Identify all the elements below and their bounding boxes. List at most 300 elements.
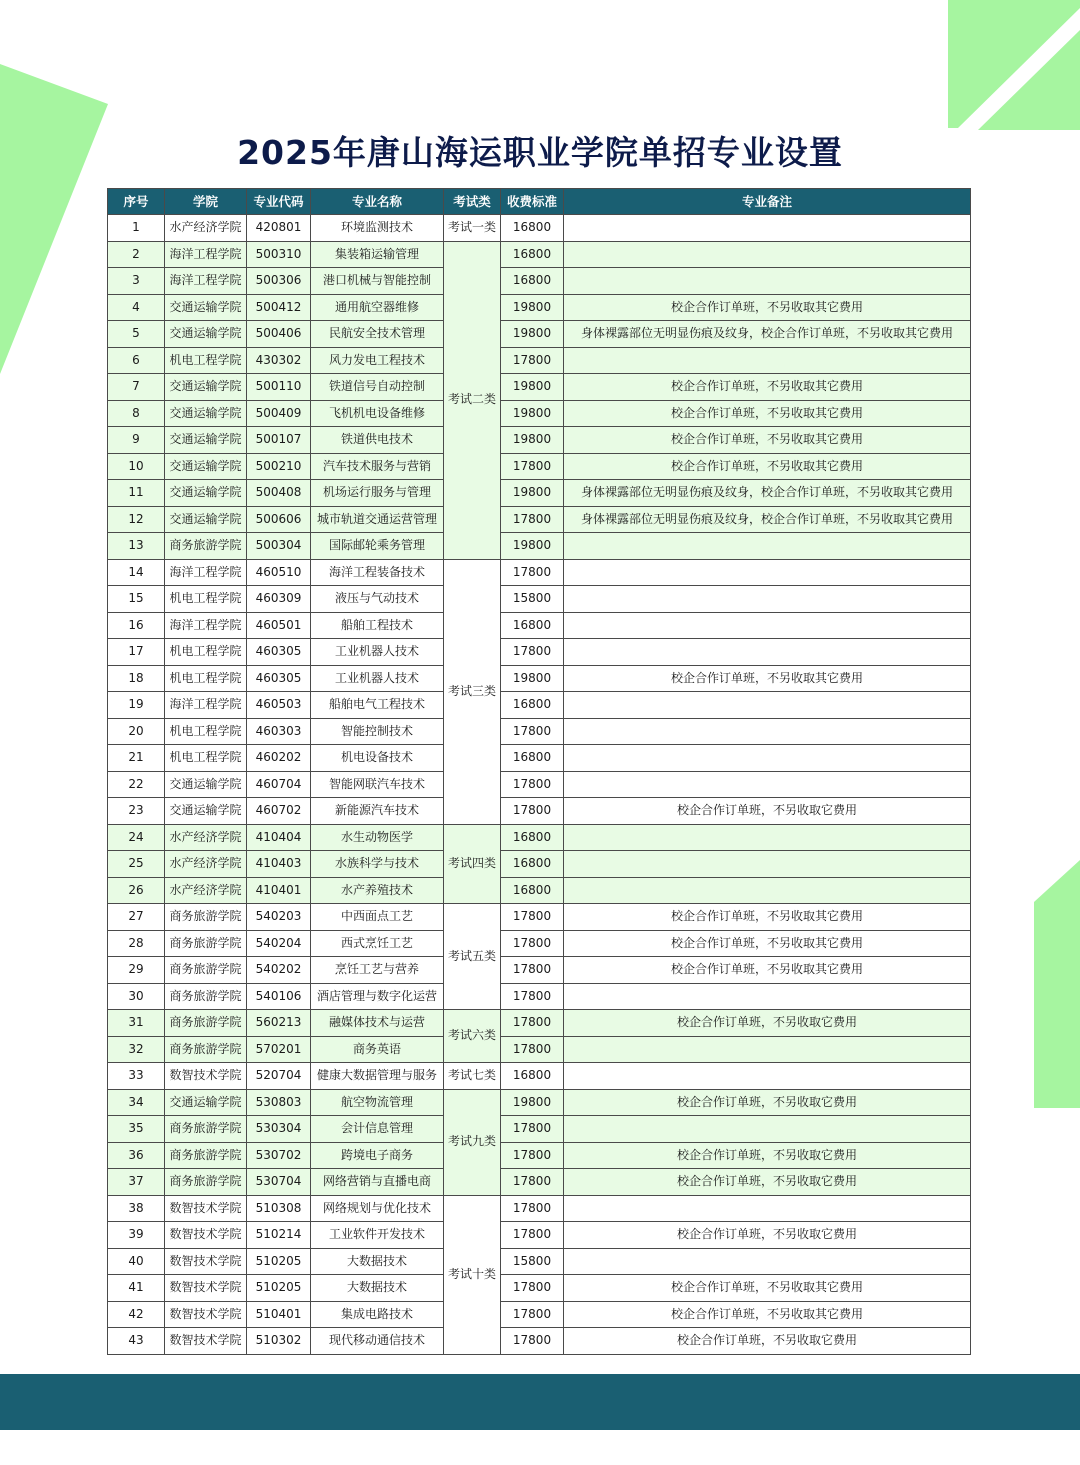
cell-major: 商务英语 — [311, 1036, 444, 1063]
table-row — [108, 718, 971, 745]
cell-major: 网络营销与直播电商 — [311, 1169, 444, 1196]
cell-exam-group: 考试七类 — [444, 1063, 501, 1090]
cell-college: 交通运输学院 — [165, 321, 247, 348]
table-row — [108, 798, 971, 825]
cell-major: 通用航空器维修 — [311, 294, 444, 321]
table-row — [108, 851, 971, 878]
cell-college: 交通运输学院 — [165, 400, 247, 427]
cell-code: 500412 — [247, 294, 311, 321]
cell-major: 航空物流管理 — [311, 1089, 444, 1116]
table-row — [108, 453, 971, 480]
cell-code: 560213 — [247, 1010, 311, 1037]
table-body — [108, 215, 971, 1355]
cell-no: 13 — [108, 533, 165, 560]
cell-no: 16 — [108, 612, 165, 639]
cell-major: 铁道供电技术 — [311, 427, 444, 454]
cell-fee: 19800 — [501, 533, 564, 560]
table-row — [108, 1301, 971, 1328]
cell-note — [564, 347, 971, 374]
cell-college: 交通运输学院 — [165, 1089, 247, 1116]
cell-fee: 19800 — [501, 427, 564, 454]
table-row — [108, 559, 971, 586]
cell-note: 身体裸露部位无明显伤痕及纹身，校企合作订单班，不另收取其它费用 — [564, 480, 971, 507]
table-row — [108, 1275, 971, 1302]
cell-no: 32 — [108, 1036, 165, 1063]
cell-no: 35 — [108, 1116, 165, 1143]
table-row — [108, 930, 971, 957]
cell-code: 460510 — [247, 559, 311, 586]
cell-note — [564, 745, 971, 772]
cell-no: 17 — [108, 639, 165, 666]
cell-note: 校企合作订单班，不另收取它费用 — [564, 1010, 971, 1037]
cell-college: 数智技术学院 — [165, 1063, 247, 1090]
cell-fee: 17800 — [501, 559, 564, 586]
cell-note: 校企合作订单班，不另收取其它费用 — [564, 665, 971, 692]
cell-code: 410401 — [247, 877, 311, 904]
cell-college: 商务旅游学院 — [165, 533, 247, 560]
cell-note — [564, 771, 971, 798]
table-row — [108, 771, 971, 798]
cell-major: 酒店管理与数字化运营 — [311, 983, 444, 1010]
cell-note — [564, 559, 971, 586]
cell-note: 校企合作订单班，不另收取其它费用 — [564, 294, 971, 321]
cell-college: 交通运输学院 — [165, 374, 247, 401]
decor-right — [1030, 860, 1080, 1110]
table-row — [108, 374, 971, 401]
cell-major: 健康大数据管理与服务 — [311, 1063, 444, 1090]
cell-major: 民航安全技术管理 — [311, 321, 444, 348]
cell-major: 工业机器人技术 — [311, 665, 444, 692]
cell-major: 新能源汽车技术 — [311, 798, 444, 825]
cell-no: 31 — [108, 1010, 165, 1037]
cell-no: 8 — [108, 400, 165, 427]
cell-note: 校企合作订单班，不另收取它费用 — [564, 1222, 971, 1249]
cell-college: 海洋工程学院 — [165, 268, 247, 295]
cell-note — [564, 241, 971, 268]
cell-exam-group: 考试六类 — [444, 1010, 501, 1063]
cell-code: 530704 — [247, 1169, 311, 1196]
cell-exam-group: 考试四类 — [444, 824, 501, 904]
cell-code: 530803 — [247, 1089, 311, 1116]
cell-no: 34 — [108, 1089, 165, 1116]
majors-table — [107, 188, 971, 1355]
table-row — [108, 215, 971, 242]
cell-major: 城市轨道交通运营管理 — [311, 506, 444, 533]
table-row — [108, 824, 971, 851]
cell-fee: 17800 — [501, 930, 564, 957]
cell-college: 水产经济学院 — [165, 215, 247, 242]
cell-exam-group: 考试一类 — [444, 215, 501, 242]
cell-note: 校企合作订单班，不另收取其它费用 — [564, 374, 971, 401]
cell-major: 水族科学与技术 — [311, 851, 444, 878]
cell-no: 27 — [108, 904, 165, 931]
table-row — [108, 1063, 971, 1090]
cell-no: 36 — [108, 1142, 165, 1169]
cell-major: 大数据技术 — [311, 1248, 444, 1275]
table-row — [108, 427, 971, 454]
table-row — [108, 612, 971, 639]
table-row — [108, 586, 971, 613]
cell-fee: 17800 — [501, 904, 564, 931]
cell-code: 540202 — [247, 957, 311, 984]
cell-fee: 17800 — [501, 1275, 564, 1302]
table-row — [108, 1248, 971, 1275]
cell-code: 500306 — [247, 268, 311, 295]
table-row — [108, 400, 971, 427]
cell-college: 商务旅游学院 — [165, 930, 247, 957]
cell-major: 机场运行服务与管理 — [311, 480, 444, 507]
cell-college: 商务旅游学院 — [165, 957, 247, 984]
cell-code: 530702 — [247, 1142, 311, 1169]
cell-major: 智能控制技术 — [311, 718, 444, 745]
cell-no: 37 — [108, 1169, 165, 1196]
cell-fee: 16800 — [501, 215, 564, 242]
cell-major: 集成电路技术 — [311, 1301, 444, 1328]
cell-code: 420801 — [247, 215, 311, 242]
footer-bar — [0, 1374, 1080, 1430]
cell-code: 500408 — [247, 480, 311, 507]
table-row — [108, 692, 971, 719]
cell-college: 机电工程学院 — [165, 665, 247, 692]
cell-fee: 15800 — [501, 1248, 564, 1275]
cell-major: 船舶电气工程技术 — [311, 692, 444, 719]
cell-note — [564, 533, 971, 560]
cell-major: 机电设备技术 — [311, 745, 444, 772]
header-fee: 收费标准 — [501, 189, 564, 215]
table-header-row — [108, 189, 971, 215]
cell-note: 校企合作订单班，不另收取它费用 — [564, 1089, 971, 1116]
cell-college: 水产经济学院 — [165, 851, 247, 878]
cell-fee: 19800 — [501, 1089, 564, 1116]
cell-code: 460305 — [247, 639, 311, 666]
table-row — [108, 1169, 971, 1196]
cell-code: 540106 — [247, 983, 311, 1010]
cell-college: 机电工程学院 — [165, 586, 247, 613]
cell-no: 7 — [108, 374, 165, 401]
cell-fee: 19800 — [501, 321, 564, 348]
cell-major: 现代移动通信技术 — [311, 1328, 444, 1355]
cell-college: 数智技术学院 — [165, 1248, 247, 1275]
cell-note: 校企合作订单班，不另收取其它费用 — [564, 427, 971, 454]
cell-no: 33 — [108, 1063, 165, 1090]
cell-major: 风力发电工程技术 — [311, 347, 444, 374]
cell-fee: 16800 — [501, 692, 564, 719]
cell-code: 410403 — [247, 851, 311, 878]
cell-code: 460309 — [247, 586, 311, 613]
cell-code: 540203 — [247, 904, 311, 931]
cell-code: 570201 — [247, 1036, 311, 1063]
cell-code: 510205 — [247, 1248, 311, 1275]
cell-college: 交通运输学院 — [165, 771, 247, 798]
header-no: 序号 — [108, 189, 165, 215]
cell-fee: 17800 — [501, 347, 564, 374]
table-row — [108, 1195, 971, 1222]
cell-major: 工业机器人技术 — [311, 639, 444, 666]
cell-note — [564, 612, 971, 639]
table-row — [108, 506, 971, 533]
cell-college: 海洋工程学院 — [165, 612, 247, 639]
cell-code: 500107 — [247, 427, 311, 454]
cell-code: 430302 — [247, 347, 311, 374]
cell-no: 11 — [108, 480, 165, 507]
cell-note — [564, 268, 971, 295]
cell-major: 跨境电子商务 — [311, 1142, 444, 1169]
table-row — [108, 665, 971, 692]
cell-fee: 17800 — [501, 1222, 564, 1249]
table-row — [108, 1142, 971, 1169]
cell-fee: 19800 — [501, 374, 564, 401]
cell-note — [564, 1116, 971, 1143]
cell-note — [564, 877, 971, 904]
cell-code: 520704 — [247, 1063, 311, 1090]
cell-note: 校企合作订单班，不另收取其它费用 — [564, 904, 971, 931]
cell-college: 商务旅游学院 — [165, 1036, 247, 1063]
cell-code: 500310 — [247, 241, 311, 268]
cell-college: 交通运输学院 — [165, 453, 247, 480]
table-row — [108, 904, 971, 931]
cell-no: 9 — [108, 427, 165, 454]
cell-fee: 17800 — [501, 1169, 564, 1196]
cell-fee: 15800 — [501, 586, 564, 613]
cell-college: 数智技术学院 — [165, 1301, 247, 1328]
cell-code: 500110 — [247, 374, 311, 401]
cell-college: 交通运输学院 — [165, 480, 247, 507]
cell-fee: 16800 — [501, 851, 564, 878]
cell-no: 39 — [108, 1222, 165, 1249]
cell-code: 460503 — [247, 692, 311, 719]
cell-college: 商务旅游学院 — [165, 1142, 247, 1169]
cell-fee: 16800 — [501, 1063, 564, 1090]
cell-major: 飞机机电设备维修 — [311, 400, 444, 427]
cell-no: 38 — [108, 1195, 165, 1222]
cell-no: 25 — [108, 851, 165, 878]
cell-major: 汽车技术服务与营销 — [311, 453, 444, 480]
header-code: 专业代码 — [247, 189, 311, 215]
cell-fee: 16800 — [501, 745, 564, 772]
table-row — [108, 1116, 971, 1143]
cell-note: 校企合作订单班，不另收取它费用 — [564, 1142, 971, 1169]
cell-fee: 17800 — [501, 453, 564, 480]
cell-college: 水产经济学院 — [165, 877, 247, 904]
cell-no: 29 — [108, 957, 165, 984]
cell-note — [564, 824, 971, 851]
table-row — [108, 639, 971, 666]
header-major: 专业名称 — [311, 189, 444, 215]
cell-code: 500304 — [247, 533, 311, 560]
cell-college: 商务旅游学院 — [165, 904, 247, 931]
cell-college: 海洋工程学院 — [165, 559, 247, 586]
cell-no: 42 — [108, 1301, 165, 1328]
table-row — [108, 1222, 971, 1249]
cell-college: 水产经济学院 — [165, 824, 247, 851]
cell-note: 校企合作订单班，不另收取其它费用 — [564, 1275, 971, 1302]
cell-fee: 19800 — [501, 480, 564, 507]
cell-no: 30 — [108, 983, 165, 1010]
table-row — [108, 347, 971, 374]
table-row — [108, 983, 971, 1010]
cell-note: 校企合作订单班，不另收取其它费用 — [564, 930, 971, 957]
table-row — [108, 480, 971, 507]
cell-college: 商务旅游学院 — [165, 1116, 247, 1143]
cell-fee: 17800 — [501, 983, 564, 1010]
cell-code: 510401 — [247, 1301, 311, 1328]
cell-major: 港口机械与智能控制 — [311, 268, 444, 295]
cell-note — [564, 983, 971, 1010]
cell-major: 铁道信号自动控制 — [311, 374, 444, 401]
cell-note: 校企合作订单班，不另收取其它费用 — [564, 957, 971, 984]
cell-fee: 19800 — [501, 665, 564, 692]
cell-fee: 19800 — [501, 400, 564, 427]
table-row — [108, 1328, 971, 1355]
cell-fee: 19800 — [501, 294, 564, 321]
cell-fee: 16800 — [501, 268, 564, 295]
cell-major: 水产养殖技术 — [311, 877, 444, 904]
cell-note — [564, 1063, 971, 1090]
cell-note: 校企合作订单班，不另收取它费用 — [564, 1169, 971, 1196]
table-row — [108, 877, 971, 904]
cell-no: 15 — [108, 586, 165, 613]
cell-no: 23 — [108, 798, 165, 825]
cell-fee: 17800 — [501, 1328, 564, 1355]
cell-college: 数智技术学院 — [165, 1275, 247, 1302]
cell-fee: 17800 — [501, 1010, 564, 1037]
cell-fee: 17800 — [501, 718, 564, 745]
cell-code: 530304 — [247, 1116, 311, 1143]
cell-no: 22 — [108, 771, 165, 798]
cell-no: 4 — [108, 294, 165, 321]
cell-no: 21 — [108, 745, 165, 772]
cell-college: 交通运输学院 — [165, 427, 247, 454]
cell-college: 交通运输学院 — [165, 294, 247, 321]
cell-no: 10 — [108, 453, 165, 480]
cell-college: 商务旅游学院 — [165, 983, 247, 1010]
cell-code: 460305 — [247, 665, 311, 692]
cell-code: 460202 — [247, 745, 311, 772]
cell-major: 集装箱运输管理 — [311, 241, 444, 268]
cell-major: 会计信息管理 — [311, 1116, 444, 1143]
cell-major: 网络规划与优化技术 — [311, 1195, 444, 1222]
cell-exam-group: 考试三类 — [444, 559, 501, 824]
cell-fee: 17800 — [501, 506, 564, 533]
cell-code: 410404 — [247, 824, 311, 851]
cell-no: 6 — [108, 347, 165, 374]
cell-no: 19 — [108, 692, 165, 719]
cell-code: 540204 — [247, 930, 311, 957]
cell-code: 510308 — [247, 1195, 311, 1222]
cell-code: 460702 — [247, 798, 311, 825]
cell-college: 商务旅游学院 — [165, 1169, 247, 1196]
cell-note: 校企合作订单班，不另收取其它费用 — [564, 453, 971, 480]
cell-fee: 16800 — [501, 241, 564, 268]
cell-college: 机电工程学院 — [165, 745, 247, 772]
page-title: 2025年唐山海运职业学院单招专业设置 — [237, 133, 843, 172]
cell-code: 460501 — [247, 612, 311, 639]
decor-left — [0, 64, 110, 380]
cell-fee: 16800 — [501, 877, 564, 904]
cell-exam-group: 考试五类 — [444, 904, 501, 1010]
cell-fee: 17800 — [501, 798, 564, 825]
cell-fee: 17800 — [501, 1036, 564, 1063]
cell-college: 海洋工程学院 — [165, 692, 247, 719]
cell-code: 460704 — [247, 771, 311, 798]
cell-major: 国际邮轮乘务管理 — [311, 533, 444, 560]
cell-note: 校企合作订单班，不另收取它费用 — [564, 1328, 971, 1355]
cell-fee: 17800 — [501, 771, 564, 798]
cell-note — [564, 718, 971, 745]
cell-no: 28 — [108, 930, 165, 957]
table-row — [108, 1089, 971, 1116]
cell-major: 水生动物医学 — [311, 824, 444, 851]
cell-code: 460303 — [247, 718, 311, 745]
header-note: 专业备注 — [564, 189, 971, 215]
cell-no: 43 — [108, 1328, 165, 1355]
cell-no: 3 — [108, 268, 165, 295]
cell-major: 融媒体技术与运营 — [311, 1010, 444, 1037]
table-row — [108, 1036, 971, 1063]
cell-fee: 17800 — [501, 639, 564, 666]
cell-note: 校企合作订单班，不另收取其它费用 — [564, 1301, 971, 1328]
cell-major: 船舶工程技术 — [311, 612, 444, 639]
cell-note — [564, 1248, 971, 1275]
table-row — [108, 745, 971, 772]
cell-fee: 17800 — [501, 1195, 564, 1222]
cell-code: 500409 — [247, 400, 311, 427]
table-row — [108, 294, 971, 321]
cell-code: 500406 — [247, 321, 311, 348]
cell-major: 液压与气动技术 — [311, 586, 444, 613]
cell-exam-group: 考试十类 — [444, 1195, 501, 1354]
cell-note — [564, 586, 971, 613]
cell-fee: 17800 — [501, 1116, 564, 1143]
table-row — [108, 957, 971, 984]
table-row — [108, 268, 971, 295]
cell-code: 500606 — [247, 506, 311, 533]
table-row — [108, 241, 971, 268]
cell-exam-group: 考试二类 — [444, 241, 501, 559]
cell-college: 数智技术学院 — [165, 1195, 247, 1222]
table-row — [108, 1010, 971, 1037]
cell-no: 2 — [108, 241, 165, 268]
cell-note: 校企合作订单班，不另收取它费用 — [564, 798, 971, 825]
cell-college: 机电工程学院 — [165, 639, 247, 666]
cell-code: 500210 — [247, 453, 311, 480]
cell-note: 身体裸露部位无明显伤痕及纹身，校企合作订单班，不另收取其它费用 — [564, 321, 971, 348]
cell-fee: 17800 — [501, 1142, 564, 1169]
cell-no: 14 — [108, 559, 165, 586]
cell-college: 机电工程学院 — [165, 347, 247, 374]
cell-code: 510214 — [247, 1222, 311, 1249]
cell-fee: 17800 — [501, 957, 564, 984]
cell-note — [564, 639, 971, 666]
cell-code: 510205 — [247, 1275, 311, 1302]
cell-exam-group: 考试九类 — [444, 1089, 501, 1195]
header-college: 学院 — [165, 189, 247, 215]
cell-college: 数智技术学院 — [165, 1328, 247, 1355]
cell-major: 智能网联汽车技术 — [311, 771, 444, 798]
cell-code: 510302 — [247, 1328, 311, 1355]
cell-note — [564, 692, 971, 719]
cell-no: 5 — [108, 321, 165, 348]
cell-college: 海洋工程学院 — [165, 241, 247, 268]
cell-college: 交通运输学院 — [165, 506, 247, 533]
cell-note — [564, 1036, 971, 1063]
decor-top-right — [948, 0, 1080, 130]
cell-major: 海洋工程装备技术 — [311, 559, 444, 586]
cell-no: 12 — [108, 506, 165, 533]
header-exam: 考试类 — [444, 189, 501, 215]
cell-note — [564, 215, 971, 242]
cell-no: 1 — [108, 215, 165, 242]
